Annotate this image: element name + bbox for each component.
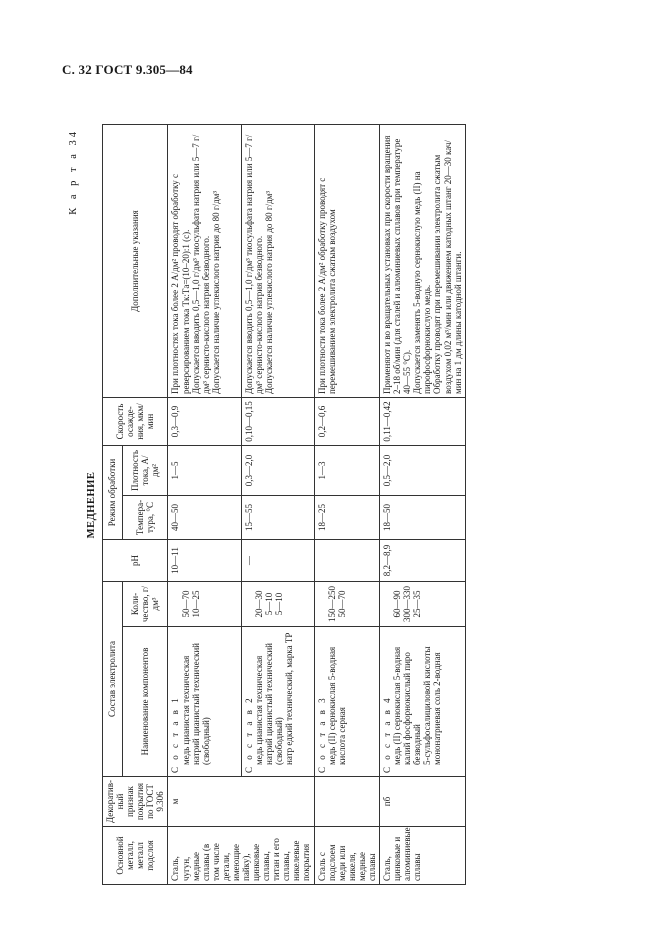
note-text: При плотностях тока более 2 А/дм² проводят обработку с реверсированием тока Tк:Tа=(10–20):1 (с). xyxy=(170,174,191,394)
col-decorative: Декоратив- ный признак покрытия по ГОСТ 9.306 xyxy=(103,777,168,827)
composition-cell xyxy=(380,627,466,777)
electrolyte-table xyxy=(102,124,466,885)
temperature-cell: 18—50 xyxy=(380,496,466,540)
current-density-cell: 0,3—2,0 xyxy=(241,446,314,496)
note-text: Обработку проводят при перемешивании электролита сжатым воздухом 0,02 м³/мин или движением катодных штанг 20—30 кач/мин на 1 дм длины катодной штанги. xyxy=(432,140,463,394)
component-name: натрий цианистый технический (свободный) xyxy=(263,643,284,765)
base-metal-cell: Сталь с подслоем меди или никеля, медные сплавы xyxy=(314,827,379,885)
composition-cell xyxy=(241,627,314,777)
quantity-value: 300—330 xyxy=(402,586,413,622)
ph-cell: 10—11 xyxy=(168,540,241,582)
ph-cell: — xyxy=(241,540,314,582)
table-row xyxy=(241,125,314,885)
quantity-cell xyxy=(380,582,466,627)
table-row xyxy=(314,125,379,885)
col-temperature: Темпера- тура, °С xyxy=(122,496,168,540)
col-component-name: Наименование компонентов xyxy=(122,627,168,777)
speed-cell: 0,11—0,42 xyxy=(380,398,466,446)
col-mode: Режим обработки xyxy=(103,446,123,540)
notes-cell xyxy=(380,125,466,398)
temperature-cell: 18—25 xyxy=(314,496,379,540)
component-name: медь цианистая техническая xyxy=(180,655,191,765)
note-text: Применяют и во вращательных установках при скорости вращения 2–18 об/мин (для сталей и алюминиевых сплавов при температуре 40—55 °С). xyxy=(382,135,413,394)
composition-title: С о с т а в 1 xyxy=(170,695,181,773)
decorative-cell xyxy=(314,777,379,827)
composition-cell xyxy=(168,627,241,777)
col-quantity: Коли- чество, г/дм³ xyxy=(122,582,168,627)
note-text: Допускается вводить 0,5—1,0 г/дм³ тиосульфата натрия или 5—7 г/дм³ сернисто-кислого натрия безводного. xyxy=(190,134,211,394)
col-electrolyte: Состав электролита xyxy=(103,582,123,777)
temperature-cell: 40—50 xyxy=(168,496,241,540)
composition-title: С о с т а в 2 xyxy=(243,695,254,773)
temperature-cell: 15—55 xyxy=(241,496,314,540)
notes-cell xyxy=(168,125,241,398)
section-title: МЕДНЕНИЕ xyxy=(86,471,97,539)
quantity-value: 150—250 xyxy=(326,586,337,622)
base-metal-cell: Сталь, цинковые и алюминиевые сплавы xyxy=(380,827,466,885)
table-row xyxy=(380,125,466,885)
header-row-1 xyxy=(103,125,123,885)
note-text: Допускается наличие углекислого натрия до 80 г/дм³ xyxy=(263,190,274,394)
component-name: медь цианистая техническая xyxy=(253,655,264,765)
ph-cell xyxy=(314,540,379,582)
component-name: медь (II) сернокислая 5-водная xyxy=(326,646,337,765)
notes-cell xyxy=(314,125,379,398)
quantity-value: 25—35 xyxy=(412,590,423,618)
current-density-cell: 1—3 xyxy=(314,446,379,496)
quantity-value: 5—10 xyxy=(263,592,274,616)
quantity-cell xyxy=(168,582,241,627)
speed-cell: 0,2—0,6 xyxy=(314,398,379,446)
page-header: С. 32 ГОСТ 9.305—84 xyxy=(62,62,193,77)
quantity-value: 10—25 xyxy=(190,590,201,618)
component-name: кислота серная xyxy=(336,707,347,765)
quantity-value: 50—70 xyxy=(336,590,347,618)
component-name: натрий цианистый технический (свободный) xyxy=(190,643,211,765)
current-density-cell: 0,5—2,0 xyxy=(380,446,466,496)
current-density-cell: 1—5 xyxy=(168,446,241,496)
decorative-cell: м xyxy=(168,777,314,827)
col-ph: pH xyxy=(103,540,168,582)
rotated-page-content xyxy=(64,125,639,885)
map-label: К а р т а 34 xyxy=(68,129,79,215)
note-text: Допускается заменять 5-водную сернокислую медь (II) на пирофосфорнокислую медь. xyxy=(412,171,433,394)
col-current-density: Плотность тока, А/дм² xyxy=(122,446,168,496)
composition-cell xyxy=(314,627,379,777)
component-name: калий фосфорнокислый пиро безводный xyxy=(402,652,423,765)
note-text: При плотности тока более 2 А/дм² обработку проводят с перемешиванием электролита сжатым воздухом xyxy=(316,177,337,394)
quantity-value: 50—70 xyxy=(180,590,191,618)
speed-cell: 0,10—0,15 xyxy=(241,398,314,446)
note-text: Допускается вводить 0,5—1,0 г/дм³ тиосульфата натрия или 5—7 г/дм³ сернисто-кислого натрия безводного. xyxy=(243,134,264,394)
component-name: медь (II) сернокислая 5-водная xyxy=(392,646,403,765)
decorative-cell: пб xyxy=(380,777,466,827)
table-row xyxy=(168,125,241,885)
col-notes: Дополнительные указания xyxy=(103,125,168,398)
col-speed: Скорость осажде- ния, мкм/мин xyxy=(103,398,168,446)
composition-title: С о с т а в 3 xyxy=(316,695,327,773)
note-text: Допускается наличие углекислого натрия до 80 г/дм³ xyxy=(210,190,221,394)
col-base-metal: Основной металл, металл подслоя xyxy=(103,827,168,885)
notes-cell xyxy=(241,125,314,398)
base-metal-cell: Сталь, чугун, медные сплавы (в том числе детали, имеющие пайку), цинковые сплавы, титан и его сплавы, никелевые покрытия xyxy=(168,827,314,885)
ph-cell: 8,2—8,9 xyxy=(380,540,466,582)
composition-title: С о с т а в 4 xyxy=(382,695,393,773)
quantity-cell xyxy=(241,582,314,627)
component-name: 5-сульфосалициловой кислоты мононатриевая соль 2-водная xyxy=(422,646,443,765)
quantity-cell xyxy=(314,582,379,627)
component-name: натр едкий технический, марка ТР xyxy=(283,632,294,765)
quantity-value: 20—30 xyxy=(253,590,264,618)
quantity-value: 5—10 xyxy=(273,592,284,616)
speed-cell: 0,3—0,9 xyxy=(168,398,241,446)
quantity-value: 60—90 xyxy=(392,590,403,618)
